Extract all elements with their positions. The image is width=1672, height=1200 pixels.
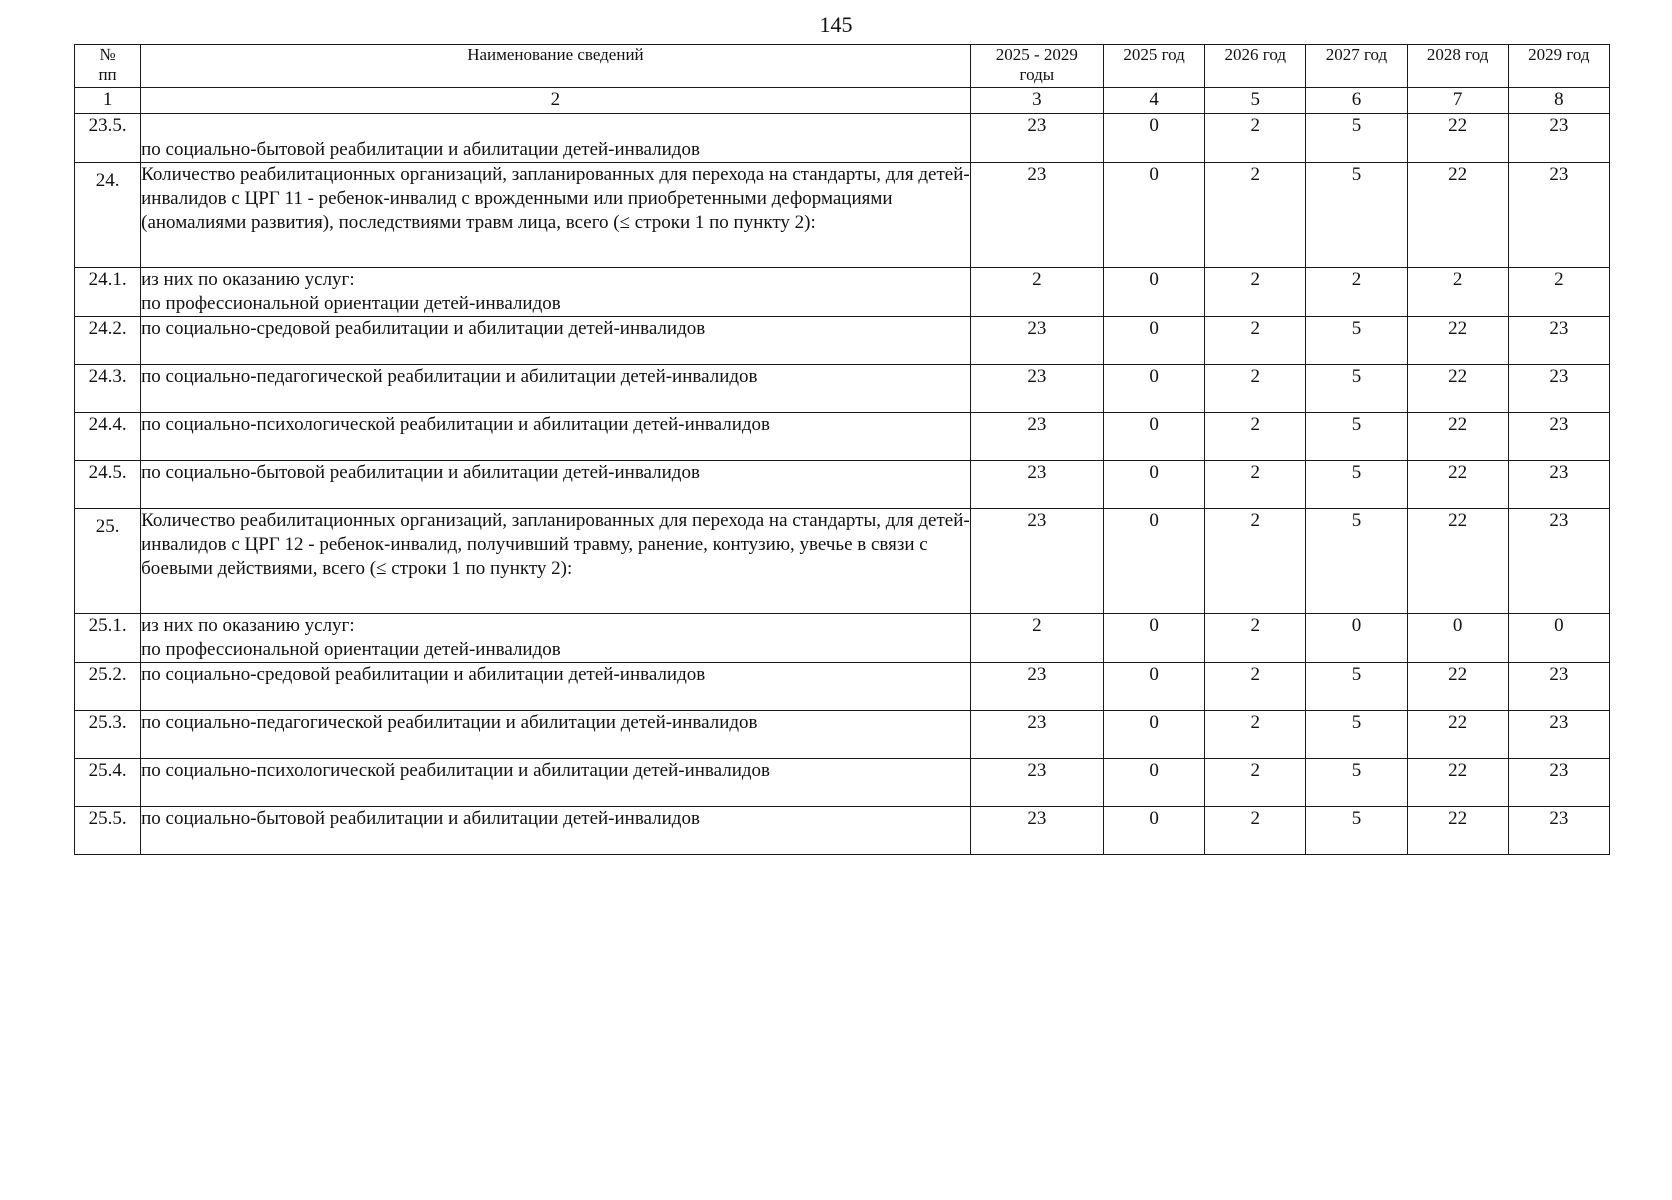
column-number: 2	[141, 88, 971, 114]
row-name	[141, 711, 971, 759]
row-year-value: 2	[1508, 268, 1609, 317]
row-name-line: из них по оказанию услуг:	[141, 269, 355, 290]
row-year-value: 22	[1407, 663, 1508, 711]
row-year-value: 0	[1407, 614, 1508, 663]
row-total-value: 23	[970, 461, 1103, 509]
row-year-value: 23	[1508, 163, 1609, 268]
row-year-value: 0	[1103, 759, 1204, 807]
row-year-value: 23	[1508, 807, 1609, 855]
row-year-value: 0	[1103, 413, 1204, 461]
row-total-value: 23	[970, 759, 1103, 807]
row-name	[141, 114, 971, 163]
row-year-value: 0	[1103, 461, 1204, 509]
row-total-value: 2	[970, 614, 1103, 663]
row-name	[141, 509, 971, 614]
row-name	[141, 317, 971, 365]
row-year-value: 0	[1103, 163, 1204, 268]
row-year-value: 22	[1407, 317, 1508, 365]
row-number: 25.1.	[75, 614, 141, 663]
header-year: 2029 год	[1508, 45, 1609, 88]
column-number: 3	[970, 88, 1103, 114]
row-total-value: 23	[970, 509, 1103, 614]
header-total: 2025 - 2029 годы	[970, 45, 1103, 88]
row-total-value: 23	[970, 663, 1103, 711]
row-name	[141, 268, 971, 317]
row-year-value: 2	[1205, 711, 1306, 759]
column-number: 8	[1508, 88, 1609, 114]
row-year-value: 22	[1407, 461, 1508, 509]
row-year-value: 0	[1103, 365, 1204, 413]
row-number: 24.3.	[75, 365, 141, 413]
row-year-value: 2	[1205, 268, 1306, 317]
table-row	[75, 317, 1610, 365]
row-number: 24.4.	[75, 413, 141, 461]
row-year-value: 5	[1306, 663, 1407, 711]
row-year-value: 23	[1508, 759, 1609, 807]
row-total-value: 23	[970, 163, 1103, 268]
row-name	[141, 663, 971, 711]
table-row	[75, 711, 1610, 759]
header-no: № пп	[75, 45, 141, 88]
row-year-value: 2	[1205, 461, 1306, 509]
page-number: 145	[819, 12, 853, 37]
row-name-line: по профессиональной ориентации детей-инвалидов	[141, 639, 561, 660]
row-total-value: 2	[970, 268, 1103, 317]
row-total-value: 23	[970, 711, 1103, 759]
row-year-value: 2	[1205, 807, 1306, 855]
row-year-value: 5	[1306, 163, 1407, 268]
column-number: 7	[1407, 88, 1508, 114]
row-year-value: 5	[1306, 114, 1407, 163]
row-name	[141, 461, 971, 509]
row-name-line: по социально-педагогической реабилитации и абилитации детей-инвалидов	[141, 366, 758, 387]
row-year-value: 2	[1205, 614, 1306, 663]
column-number: 4	[1103, 88, 1204, 114]
table-row	[75, 614, 1610, 663]
row-number: 25.5.	[75, 807, 141, 855]
row-year-value: 22	[1407, 413, 1508, 461]
row-name-line: из них по оказанию услуг:	[141, 615, 355, 636]
row-year-value: 0	[1306, 614, 1407, 663]
row-total-value: 23	[970, 365, 1103, 413]
row-year-value: 5	[1306, 413, 1407, 461]
table-row	[75, 163, 1610, 268]
column-number: 1	[75, 88, 141, 114]
row-year-value: 0	[1103, 807, 1204, 855]
row-name-line: по социально-психологической реабилитации и абилитации детей-инвалидов	[141, 414, 771, 435]
row-year-value: 23	[1508, 114, 1609, 163]
row-number: 25.3.	[75, 711, 141, 759]
table-row	[75, 663, 1610, 711]
row-year-value: 22	[1407, 114, 1508, 163]
row-year-value: 0	[1508, 614, 1609, 663]
row-number: 25.	[75, 509, 141, 614]
row-year-value: 22	[1407, 807, 1508, 855]
row-name-line: по социально-средовой реабилитации и абилитации детей-инвалидов	[141, 664, 706, 685]
row-year-value: 22	[1407, 163, 1508, 268]
row-number: 25.2.	[75, 663, 141, 711]
row-name-line: Количество реабилитационных организаций, запланированных для перехода на стандарты, для детей-инвалидов с ЦРГ 11 - ребенок-инвалид с врожденными или приобретенными деформациями (аномалиями развития), последствиями травм лица, всего (≤ строки 1 по пункту 2):	[141, 164, 970, 233]
row-year-value: 0	[1103, 317, 1204, 365]
row-year-value: 23	[1508, 461, 1609, 509]
row-name-line: по социально-бытовой реабилитации и абилитации детей-инвалидов	[141, 139, 700, 160]
row-name	[141, 759, 971, 807]
row-year-value: 22	[1407, 509, 1508, 614]
row-year-value: 0	[1103, 509, 1204, 614]
table-row	[75, 365, 1610, 413]
row-year-value: 23	[1508, 663, 1609, 711]
row-year-value: 23	[1508, 413, 1609, 461]
row-name	[141, 807, 971, 855]
header-name: Наименование сведений	[141, 45, 971, 88]
report-table	[74, 44, 1610, 855]
table-row	[75, 413, 1610, 461]
row-year-value: 2	[1407, 268, 1508, 317]
table-row	[75, 807, 1610, 855]
row-year-value: 0	[1103, 268, 1204, 317]
row-year-value: 0	[1103, 114, 1204, 163]
row-name-line: по социально-педагогической реабилитации и абилитации детей-инвалидов	[141, 712, 758, 733]
row-total-value: 23	[970, 317, 1103, 365]
row-number: 24.5.	[75, 461, 141, 509]
row-year-value: 5	[1306, 711, 1407, 759]
row-name	[141, 413, 971, 461]
row-name-line: по социально-средовой реабилитации и абилитации детей-инвалидов	[141, 318, 706, 339]
row-number: 24.1.	[75, 268, 141, 317]
table-row	[75, 759, 1610, 807]
row-year-value: 22	[1407, 711, 1508, 759]
header-row	[75, 45, 1610, 88]
row-year-value: 2	[1306, 268, 1407, 317]
row-name	[141, 614, 971, 663]
row-year-value: 5	[1306, 509, 1407, 614]
column-number: 5	[1205, 88, 1306, 114]
row-year-value: 0	[1103, 663, 1204, 711]
header-year: 2025 год	[1103, 45, 1204, 88]
row-year-value: 5	[1306, 317, 1407, 365]
row-year-value: 5	[1306, 365, 1407, 413]
row-name-line: по социально-психологической реабилитации и абилитации детей-инвалидов	[141, 760, 771, 781]
row-name-line: по профессиональной ориентации детей-инвалидов	[141, 293, 561, 314]
row-name-line: по социально-бытовой реабилитации и абилитации детей-инвалидов	[141, 808, 700, 829]
row-year-value: 22	[1407, 759, 1508, 807]
row-year-value: 2	[1205, 413, 1306, 461]
row-year-value: 5	[1306, 461, 1407, 509]
row-year-value: 2	[1205, 163, 1306, 268]
row-year-value: 2	[1205, 759, 1306, 807]
row-year-value: 0	[1103, 614, 1204, 663]
header-year: 2026 год	[1205, 45, 1306, 88]
row-year-value: 5	[1306, 759, 1407, 807]
row-year-value: 23	[1508, 317, 1609, 365]
row-year-value: 22	[1407, 365, 1508, 413]
table-row	[75, 114, 1610, 163]
column-number: 6	[1306, 88, 1407, 114]
header-year: 2028 год	[1407, 45, 1508, 88]
row-year-value: 23	[1508, 711, 1609, 759]
row-total-value: 23	[970, 413, 1103, 461]
header-year: 2027 год	[1306, 45, 1407, 88]
row-year-value: 2	[1205, 509, 1306, 614]
row-year-value: 2	[1205, 663, 1306, 711]
row-year-value: 5	[1306, 807, 1407, 855]
table-row	[75, 509, 1610, 614]
row-name	[141, 163, 971, 268]
column-number-row	[75, 88, 1610, 114]
row-number: 24.2.	[75, 317, 141, 365]
row-number: 24.	[75, 163, 141, 268]
row-year-value: 2	[1205, 317, 1306, 365]
row-total-value: 23	[970, 807, 1103, 855]
row-name-line: по социально-бытовой реабилитации и абилитации детей-инвалидов	[141, 462, 700, 483]
row-year-value: 0	[1103, 711, 1204, 759]
row-year-value: 23	[1508, 365, 1609, 413]
row-year-value: 2	[1205, 114, 1306, 163]
row-year-value: 2	[1205, 365, 1306, 413]
row-name-line: Количество реабилитационных организаций, запланированных для перехода на стандарты, для детей-инвалидов с ЦРГ 12 - ребенок-инвалид, получивший травму, ранение, контузию, увечье в связи с боевыми действиями, всего (≤ строки 1 по пункту 2):	[141, 510, 970, 579]
row-number: 25.4.	[75, 759, 141, 807]
row-total-value: 23	[970, 114, 1103, 163]
table-row	[75, 461, 1610, 509]
row-name	[141, 365, 971, 413]
row-number: 23.5.	[75, 114, 141, 163]
row-year-value: 23	[1508, 509, 1609, 614]
table-row	[75, 268, 1610, 317]
